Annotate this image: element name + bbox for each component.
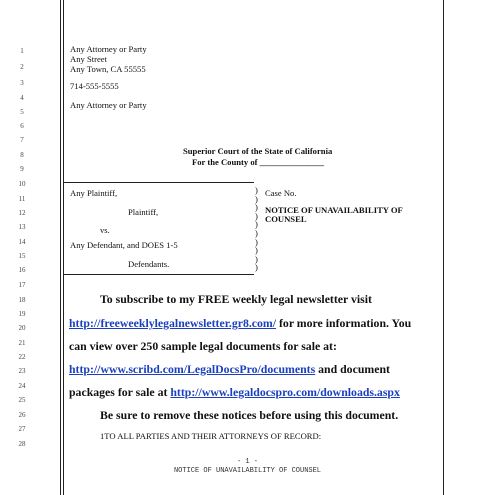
notice-line-4-tail: and document	[315, 362, 390, 376]
line-number: 8	[20, 151, 24, 159]
court-county: For the County of _______________	[192, 157, 325, 167]
downloads-link[interactable]: http://www.legaldocspro.com/downloads.aspx	[170, 385, 400, 399]
line-number: 24	[18, 382, 26, 390]
right-margin-rule	[443, 0, 444, 495]
line-number: 22	[18, 353, 26, 361]
line-number: 28	[18, 440, 26, 448]
plaintiff-name: Any Plaintiff,	[70, 188, 118, 198]
line-number: 4	[20, 94, 24, 102]
line-number: 3	[20, 79, 24, 87]
line-number: 23	[18, 367, 26, 375]
line-number: 13	[18, 223, 26, 231]
line-number: 6	[20, 122, 24, 130]
attorney-street: Any Street	[70, 54, 107, 64]
line-number: 25	[18, 396, 26, 404]
line-number: 19	[18, 310, 26, 318]
attorney-city: Any Town, CA 55555	[70, 64, 146, 74]
notice-line-4	[69, 362, 390, 377]
left-margin-rule-outer	[60, 0, 61, 495]
notice-line-1: To subscribe to my FREE weekly legal newsletter visit	[100, 292, 372, 306]
line-number: 15	[18, 252, 26, 260]
line-number: 1	[20, 47, 24, 55]
defendant-name: Any Defendant, and DOES 1-5	[70, 240, 178, 250]
line-number: 2	[20, 63, 24, 71]
notice-line-2	[69, 316, 411, 331]
attorney-for: Any Attorney or Party	[70, 100, 147, 110]
caption-top-rule	[64, 182, 254, 183]
notice-line-6: Be sure to remove these notices before using this document.	[100, 408, 399, 422]
footer-title: NOTICE OF UNAVAILABILITY OF COUNSEL	[173, 467, 322, 475]
scribd-link[interactable]: http://www.scribd.com/LegalDocsPro/documents	[69, 362, 316, 376]
document-title-line1: NOTICE OF UNAVAILABILITY OF	[265, 205, 403, 215]
document-title-line2: COUNSEL	[265, 214, 307, 224]
salutation: 1TO ALL PARTIES AND THEIR ATTORNEYS OF RECORD:	[100, 431, 322, 441]
line-number: 17	[18, 281, 26, 289]
versus-label: vs.	[100, 225, 110, 235]
case-number-label: Case No.	[265, 188, 297, 198]
caption-parentheses: ) ) ) ) ) ) ) ) ) )	[255, 185, 258, 273]
notice-line-3: can view over 250 sample legal documents for sale at:	[69, 339, 337, 353]
line-number: 10	[18, 180, 26, 188]
notice-line-5	[69, 385, 400, 400]
line-number: 27	[18, 425, 26, 433]
defendant-role: Defendants.	[128, 259, 170, 269]
plaintiff-role: Plaintiff,	[128, 207, 159, 217]
line-number: 18	[18, 296, 26, 304]
line-number: 12	[18, 209, 26, 217]
newsletter-link[interactable]: http://freeweeklylegalnewsletter.gr8.com/	[69, 316, 277, 330]
line-number: 9	[20, 165, 24, 173]
line-number: 16	[18, 266, 26, 274]
page-number: - 1 -	[236, 458, 258, 466]
court-name: Superior Court of the State of California	[183, 146, 333, 156]
line-number: 26	[18, 411, 26, 419]
line-number: 11	[18, 195, 26, 203]
caption-bottom-rule	[64, 274, 254, 275]
notice-line-2-tail: for more information. You	[276, 316, 412, 330]
line-number: 7	[20, 136, 24, 144]
notice-line-5-head: packages for sale at	[69, 385, 171, 399]
attorney-phone: 714-555-5555	[70, 81, 119, 91]
line-number: 5	[20, 108, 24, 116]
line-number: 20	[18, 324, 26, 332]
left-margin-rule-inner	[63, 0, 64, 495]
line-number: 21	[18, 339, 26, 347]
line-number: 14	[18, 238, 26, 246]
attorney-name: Any Attorney or Party	[70, 44, 147, 54]
